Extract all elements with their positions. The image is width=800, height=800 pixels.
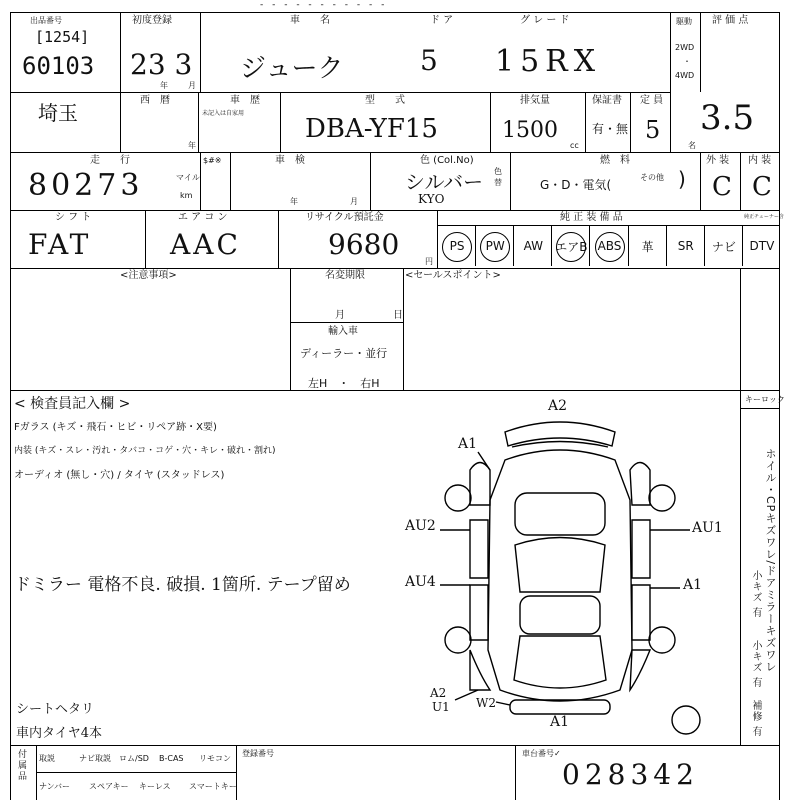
mark-bottom-a2: A2: [430, 686, 447, 700]
footer-top-item-0: 取説: [39, 754, 55, 763]
model-value: DBA-YF15: [305, 114, 438, 144]
footer-chassis-label: 車台番号✓: [522, 749, 561, 758]
sharp-label: $#※: [203, 156, 222, 165]
footer-top-item-2: ロム/SD: [119, 754, 149, 763]
mark-bottom: A1: [550, 714, 570, 730]
color-change-label: 色替: [494, 167, 502, 187]
mileage-unit-mile: マイル: [176, 173, 200, 182]
color-label: 色 (Col.No): [420, 155, 474, 166]
displacement-label: 排気量: [520, 95, 550, 106]
drive-dot: ・: [683, 57, 691, 66]
equipment-label: 純 正 装 備 品: [560, 212, 623, 223]
recycle-unit: 円: [425, 257, 433, 266]
import-hand: 左H ・ 右H: [308, 377, 380, 390]
equipment-item-1: PW: [475, 226, 514, 266]
first-reg-month-unit: 月: [188, 81, 196, 90]
equipment-item-4: ABS: [589, 226, 628, 266]
mark-right-front: AU1: [692, 520, 723, 536]
lot-small-label: 出品番号: [30, 16, 62, 25]
handwritten-note-2: シートヘタリ: [16, 702, 95, 717]
inspector-line-2: 内装 (キズ・スレ・汚れ・タバコ・コゲ・穴・キレ・破れ・割れ): [14, 446, 276, 456]
era-unit: 年: [188, 141, 196, 150]
equipment-item-2: AW: [513, 226, 552, 266]
transfer-label: 名変期限: [325, 270, 365, 281]
inspection-label: 車 検: [275, 155, 305, 166]
wheel-row-3: 補修 有: [750, 700, 761, 738]
equipment-tv-label: 純正チューナー含: [744, 214, 784, 220]
drive-4wd: 4WD: [675, 71, 695, 80]
inspector-label: < 検査員記入欄 >: [14, 396, 131, 412]
notes-label: <注意事項>: [120, 270, 177, 281]
region-value: 埼玉: [38, 101, 78, 125]
handwritten-note-3: 車内タイヤ4本: [16, 726, 103, 741]
shift-value: FAT: [28, 228, 92, 261]
equipment-item-0: PS: [437, 226, 476, 266]
mark-left-front: AU2: [405, 518, 436, 534]
warranty-label: 保証書: [592, 95, 622, 106]
import-dealer: ディーラー・並行: [300, 347, 388, 360]
recycle-label: リサイクル預託金: [305, 212, 384, 223]
inspector-line-3: オーディオ (無し・穴) / タイヤ (スタッドレス): [14, 470, 225, 481]
history-label: 車 歴: [230, 95, 260, 106]
footer-bottom-item-1: スペアキー: [89, 782, 129, 791]
fuel-label: 燃 料: [600, 155, 630, 166]
capacity-label: 定 員: [640, 95, 664, 106]
displacement-unit: cc: [570, 141, 579, 150]
doors-value: 5: [420, 44, 438, 77]
mark-bottom-u1: U1: [432, 700, 450, 714]
footer-bottom-item-3: スマートキー: [189, 782, 237, 791]
footer-top-item-4: リモコン: [199, 754, 231, 763]
transfer-month: 月: [335, 310, 345, 321]
aircon-label: エ ア コ ン: [178, 212, 228, 223]
first-reg-value: 23 3: [130, 48, 193, 81]
car-name-label: 車 名: [290, 15, 330, 26]
color-code: KYO: [418, 192, 445, 206]
car-name-value: ジューク: [240, 54, 344, 84]
exterior-value: C: [712, 172, 732, 202]
transfer-day: 日: [393, 310, 403, 321]
model-label: 型 式: [365, 95, 405, 106]
fuel-close: ): [678, 167, 686, 191]
footer-top-item-1: ナビ取説: [79, 754, 111, 763]
footer-reg-label: 登録番号: [242, 749, 274, 758]
equipment-item-8: DTV: [742, 226, 781, 266]
footer-side-label: 付属品: [18, 750, 28, 782]
equipment-item-3: エアB: [551, 226, 590, 266]
equipment-item-6: SR: [666, 226, 705, 266]
mark-right-rear: A1: [683, 577, 703, 593]
capacity-unit: 名: [688, 141, 696, 150]
mark-left-rear: AU4: [405, 574, 436, 590]
exterior-label: 外 装: [706, 155, 730, 166]
inspection-year: 年: [290, 197, 298, 206]
footer-top-item-3: B-CAS: [159, 754, 184, 763]
doors-label: ド ア: [430, 15, 454, 26]
first-reg-year-unit: 年: [160, 81, 168, 90]
handwritten-note-1: ドミラー 電格不良. 破損. 1箇所. テープ留め: [14, 575, 351, 595]
warranty-value: 有・無: [592, 122, 629, 136]
mark-top: A2: [548, 398, 568, 414]
drive-label: 駆動: [676, 17, 692, 26]
score-value: 3.5: [700, 98, 755, 138]
footer-bottom-item-2: キーレス: [139, 782, 171, 791]
footer-bottom-item-0: ナンバー: [39, 782, 71, 791]
lot-code: [1254]: [35, 28, 90, 46]
grade-label: グ レ ー ド: [520, 15, 570, 26]
inspector-line-1: Fガラス (キズ・飛石・ヒビ・リペア跡・X要): [14, 422, 217, 433]
history-note: 未記入は自家用: [202, 110, 245, 117]
drive-2wd: 2WD: [675, 43, 695, 52]
color-value: シルバー: [405, 170, 484, 194]
mark-front-left: A1: [458, 436, 478, 452]
sales-label: <セールスポイント>: [405, 270, 501, 281]
fuel-other: その他: [640, 173, 664, 182]
fuel-options: G・D・電気(: [540, 178, 612, 192]
recycle-value: 9680: [328, 228, 400, 261]
capacity-value: 5: [645, 116, 661, 144]
equipment-item-7: ナビ: [704, 226, 743, 266]
interior-value: C: [752, 172, 772, 202]
wheel-row-1: 小キズ 有: [750, 570, 761, 619]
header-caption: - - - - - - - - - - -: [260, 0, 388, 10]
equipment-item-5: 革: [628, 226, 667, 266]
footer-chassis-value: 028342: [562, 758, 699, 791]
inspection-month: 月: [350, 197, 358, 206]
keyless-label: キーロック: [745, 395, 785, 404]
wheel-row-2: 小キズ 有: [750, 640, 761, 689]
mileage-label: 走 行: [90, 155, 130, 166]
aircon-value: AAC: [170, 228, 241, 261]
wheel-panel-text: ホイル・CPキズワレ/ドアミラーキズワレ: [764, 448, 777, 674]
interior-label: 内 装: [748, 155, 772, 166]
grade-value: 15RX: [495, 44, 602, 79]
lot-number: 60103: [22, 52, 95, 80]
first-reg-label: 初度登録: [132, 15, 172, 26]
era-label: 西 暦: [140, 95, 170, 106]
mark-bottom-w2: W2: [476, 696, 496, 710]
mileage-unit-km: km: [180, 191, 193, 200]
mileage-value: 80273: [28, 168, 144, 203]
displacement-value: 1500: [502, 118, 558, 143]
shift-label: シ フ ト: [55, 212, 92, 223]
import-label: 輸入車: [328, 326, 358, 337]
score-label: 評 価 点: [712, 15, 749, 26]
